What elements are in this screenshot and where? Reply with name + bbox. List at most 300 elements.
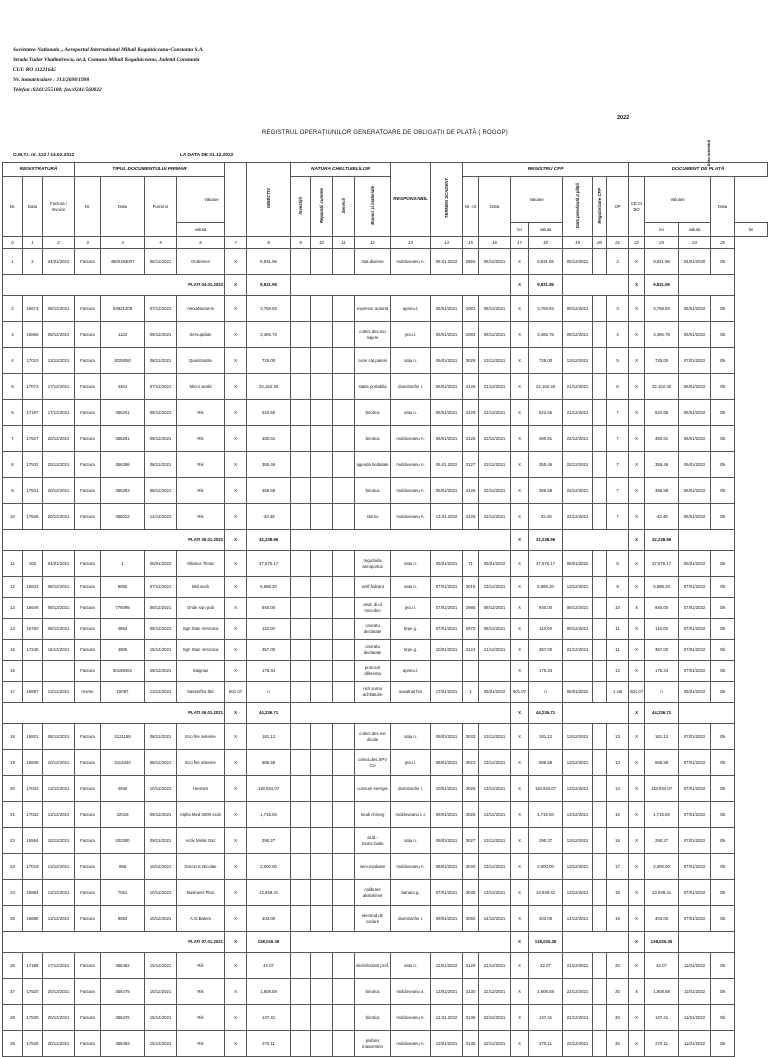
table-cell: 17/01/2021 bbox=[431, 682, 463, 703]
table-cell: X bbox=[629, 880, 645, 906]
table-cell: 357.00 bbox=[247, 640, 291, 661]
table-cell: 13/12/2021 bbox=[43, 802, 75, 828]
table-cell: 20/12/2021 bbox=[43, 504, 75, 530]
table-cell: 403.00 bbox=[247, 906, 291, 932]
table-cell bbox=[291, 828, 311, 854]
table-cell: X bbox=[511, 296, 529, 322]
table-cell: Factura bbox=[75, 322, 101, 348]
table-cell: 08/12/2021 bbox=[43, 296, 75, 322]
column-index-cell: 3 bbox=[75, 237, 101, 249]
column-index-cell: 12 bbox=[355, 237, 391, 249]
table-cell: 10/12/2021 bbox=[43, 750, 75, 776]
header-registru-cfp: REGISTRU CFP bbox=[463, 163, 629, 177]
table-cell: X bbox=[511, 750, 529, 776]
table-cell bbox=[593, 296, 607, 322]
table-cell: X bbox=[511, 640, 529, 661]
header-cfp-lei: lei bbox=[645, 223, 679, 237]
table-cell: 356283 bbox=[101, 478, 145, 504]
table-cell bbox=[333, 426, 355, 452]
payment-total-value: 138,026.35 bbox=[645, 932, 679, 953]
table-cell: 12 bbox=[3, 577, 23, 598]
table-cell bbox=[333, 979, 355, 1005]
table-row bbox=[3, 426, 768, 452]
table-cell: 16884 bbox=[23, 880, 43, 906]
table-cell: 522.65 bbox=[645, 400, 679, 426]
table-cell: 05/01/2022 bbox=[679, 682, 711, 703]
table-row bbox=[3, 802, 768, 828]
table-cell: 10/12/2021 bbox=[145, 776, 177, 802]
header-document-plata: DOCUMENT DE PLATĂ bbox=[629, 163, 768, 177]
table-cell: curie cat.pateni bbox=[355, 348, 391, 374]
table-cell bbox=[291, 750, 311, 776]
table-cell bbox=[593, 426, 607, 452]
table-row bbox=[3, 249, 768, 275]
table-cell: 3135 bbox=[463, 1031, 479, 1057]
payment-total-mark: X bbox=[511, 932, 529, 953]
table-cell: X bbox=[511, 348, 529, 374]
table-cell bbox=[593, 979, 607, 1005]
table-cell: moldoveanu A. bbox=[391, 426, 431, 452]
table-cell: 21/12/2021 bbox=[479, 640, 511, 661]
table-cell bbox=[593, 400, 607, 426]
table-cell bbox=[333, 828, 355, 854]
table-cell: 17246 bbox=[23, 640, 43, 661]
table-cell: Ok bbox=[711, 249, 735, 275]
table-cell: 08/12/2021 bbox=[563, 598, 593, 619]
table-cell: 3128 bbox=[463, 400, 479, 426]
table-cell: 22,162.40 bbox=[645, 374, 679, 400]
table-cell: 20 bbox=[607, 1031, 629, 1057]
table-cell: 13 bbox=[607, 724, 629, 750]
table-cell: 725.00 bbox=[645, 348, 679, 374]
table-cell: X bbox=[511, 1031, 529, 1057]
table-cell: X bbox=[225, 802, 247, 828]
table-cell: 290.27 bbox=[645, 828, 679, 854]
table-cell: 17010 bbox=[23, 348, 43, 374]
column-index-cell: 2 bbox=[43, 237, 75, 249]
table-cell: jecu l. bbox=[391, 750, 431, 776]
table-cell: 14/12/2021 bbox=[563, 906, 593, 932]
table-cell: Factura bbox=[75, 802, 101, 828]
table-row bbox=[3, 400, 768, 426]
table-cell: 17526 bbox=[23, 504, 43, 530]
table-cell bbox=[431, 661, 463, 682]
order-reference: O.M.T.I. nr. 122 / 14.02.2012 bbox=[13, 153, 75, 158]
table-cell bbox=[311, 854, 333, 880]
table-cell: 21/12/2021 bbox=[563, 400, 593, 426]
table-cell: 15/12/2021 bbox=[145, 1031, 177, 1057]
table-cell: 7 bbox=[607, 400, 629, 426]
table-cell: 137.41 bbox=[645, 1005, 679, 1031]
table-cell: Factura bbox=[75, 374, 101, 400]
table-row bbox=[3, 348, 768, 374]
table-cell: 13/12/2021 bbox=[563, 577, 593, 598]
table-cell: 15/12/2021 bbox=[145, 1005, 177, 1031]
table-cell: satu n. bbox=[391, 828, 431, 854]
table-cell: 06.01.2022 bbox=[431, 249, 463, 275]
table-cell: reguzivila aeroportus bbox=[355, 551, 391, 577]
table-cell: 9,831.96 bbox=[529, 249, 563, 275]
table-cell: n bbox=[247, 682, 291, 703]
table-cell: 05/01/2022 bbox=[479, 551, 511, 577]
table-cell bbox=[291, 249, 311, 275]
table-cell: 3027 bbox=[463, 828, 479, 854]
table-cell: 13/12/2021 bbox=[43, 682, 75, 703]
column-index-row bbox=[3, 237, 768, 249]
table-cell: moldoveanu A. bbox=[391, 1031, 431, 1057]
table-cell bbox=[593, 906, 607, 932]
payment-total-blank bbox=[679, 530, 735, 551]
table-cell bbox=[311, 348, 333, 374]
table-cell: 9 bbox=[607, 577, 629, 598]
payment-total-mark: X bbox=[225, 932, 247, 953]
table-cell: 13/12/2021 bbox=[479, 802, 511, 828]
table-cell: Ok bbox=[711, 640, 735, 661]
table-cell: 3126 bbox=[463, 478, 479, 504]
header-nr-crt: Nr. crt bbox=[463, 177, 479, 237]
table-cell: Factura bbox=[75, 348, 101, 374]
table-cell: X bbox=[225, 296, 247, 322]
table-cell: Ok bbox=[711, 577, 735, 598]
table-cell: X bbox=[225, 348, 247, 374]
table-cell: X bbox=[511, 854, 529, 880]
table-cell: 3,769.83 bbox=[645, 296, 679, 322]
table-cell bbox=[291, 724, 311, 750]
table-cell: Factura bbox=[75, 249, 101, 275]
company-phone: Telefon :0241/255100; fax:0241/560022 bbox=[13, 87, 102, 93]
table-cell: Rik bbox=[177, 1031, 225, 1057]
table-cell: 05/01/2021 bbox=[431, 478, 463, 504]
table-cell: 21/12/2021 bbox=[479, 400, 511, 426]
table-cell: 5 bbox=[3, 374, 23, 400]
table-cell: moldoveanu c.c bbox=[391, 802, 431, 828]
table-cell: 06/12/2021 bbox=[145, 249, 177, 275]
table-cell: satu n. bbox=[391, 953, 431, 979]
table-cell: 356476 bbox=[101, 1005, 145, 1031]
payment-total-label: PLATI 05.01.2022 bbox=[3, 530, 225, 551]
table-cell: Ok bbox=[711, 750, 735, 776]
table-cell: 17532 bbox=[23, 452, 43, 478]
table-cell bbox=[311, 504, 333, 530]
table-cell: 3030 bbox=[463, 854, 479, 880]
table-cell: 08/12/2021 bbox=[43, 619, 75, 640]
table-cell: moldoveanu A. bbox=[391, 478, 431, 504]
table-cell: Factura bbox=[75, 906, 101, 932]
table-cell: Factura bbox=[75, 750, 101, 776]
table-cell: 110.00 bbox=[247, 619, 291, 640]
table-cell: birotica bbox=[355, 979, 391, 1005]
table-cell: Rik bbox=[177, 400, 225, 426]
table-cell: 3025 bbox=[463, 802, 479, 828]
table-cell: moldoveanu A. bbox=[391, 504, 431, 530]
table-cell: 522.65 bbox=[529, 400, 563, 426]
table-cell: 586.58 bbox=[645, 750, 679, 776]
table-cell: 356201 bbox=[101, 400, 145, 426]
table-cell bbox=[311, 776, 333, 802]
table-cell: X bbox=[629, 979, 645, 1005]
table-cell: 2113340 bbox=[101, 750, 145, 776]
table-cell: X bbox=[629, 598, 645, 619]
table-row bbox=[3, 854, 768, 880]
table-cell: 13 bbox=[607, 750, 629, 776]
table-cell: X bbox=[629, 1031, 645, 1057]
table-cell: calibrare akslokmet bbox=[355, 880, 391, 906]
table-cell bbox=[291, 374, 311, 400]
report-date: LA DATA DE 31.12.2022 bbox=[180, 153, 234, 158]
table-cell: X bbox=[511, 979, 529, 1005]
table-cell: mudi chirurg bbox=[355, 802, 391, 828]
table-cell: 07/01/2022 bbox=[679, 619, 711, 640]
table-cell: Factura bbox=[75, 478, 101, 504]
table-cell: Factura bbox=[75, 854, 101, 880]
table-cell bbox=[333, 296, 355, 322]
table-cell: 3 bbox=[3, 322, 23, 348]
table-cell: 2081 bbox=[463, 296, 479, 322]
table-cell: X bbox=[225, 661, 247, 682]
table-cell: 17527 bbox=[23, 426, 43, 452]
table-cell: 08/12/2021 bbox=[145, 348, 177, 374]
table-cell: X bbox=[225, 577, 247, 598]
table-cell: 08/01/2021 bbox=[431, 750, 463, 776]
table-cell: Ok bbox=[711, 828, 735, 854]
table-cell: 28/12/2021 bbox=[145, 661, 177, 682]
table-cell: 3126 bbox=[463, 504, 479, 530]
table-cell: 20/12/2021 bbox=[43, 1031, 75, 1057]
header-natura-cheltuielilor: NATURA CHELTUIELILOR bbox=[291, 163, 391, 177]
table-cell: agenda tiedatate bbox=[355, 452, 391, 478]
table-cell: 16866 bbox=[23, 322, 43, 348]
table-cell: Eco fire sisteme bbox=[177, 724, 225, 750]
table-cell: X bbox=[629, 504, 645, 530]
table-cell: 480.81 bbox=[247, 426, 291, 452]
table-cell: 1,715.60 bbox=[529, 802, 563, 828]
table-cell: 3127 bbox=[463, 452, 479, 478]
table-cell: 07/01/2021 bbox=[431, 619, 463, 640]
table-cell: AlexaNumeris bbox=[177, 296, 225, 322]
table-cell: 1,808.58 bbox=[645, 979, 679, 1005]
table-cell bbox=[291, 504, 311, 530]
table-cell: 08/12/2021 bbox=[43, 724, 75, 750]
table-cell: 13/12/2021 bbox=[563, 854, 593, 880]
table-cell: 10 bbox=[3, 504, 23, 530]
table-cell: Ok bbox=[711, 619, 735, 640]
table-cell: 06/01/2021 bbox=[431, 426, 463, 452]
payment-total-mark: X bbox=[629, 932, 645, 953]
table-cell: 2 bbox=[607, 249, 629, 275]
table-row bbox=[3, 776, 768, 802]
table-cell: 4863 bbox=[101, 619, 145, 640]
table-cell bbox=[291, 661, 311, 682]
table-cell: 357.00 bbox=[529, 640, 563, 661]
table-cell: 08/12/2021 bbox=[145, 724, 177, 750]
payment-total-blank bbox=[291, 703, 511, 724]
table-cell: 10/12/2021 bbox=[145, 906, 177, 932]
column-index-cell: 15 bbox=[463, 237, 479, 249]
table-cell: Factura bbox=[75, 577, 101, 598]
table-cell: 2894 bbox=[463, 249, 479, 275]
column-index-cell: 25 bbox=[711, 237, 735, 249]
table-cell: X bbox=[225, 619, 247, 640]
table-cell: 15/12/2021 bbox=[145, 640, 177, 661]
table-cell: satu n. bbox=[391, 348, 431, 374]
table-row bbox=[3, 619, 768, 640]
table-cell: dumitrache I. bbox=[391, 374, 431, 400]
table-cell: X bbox=[629, 750, 645, 776]
table-cell: 2083 bbox=[463, 322, 479, 348]
table-cell: 110.00 bbox=[529, 619, 563, 640]
column-index-cell: 9 bbox=[291, 237, 311, 249]
table-cell: Ok bbox=[711, 776, 735, 802]
table-cell: X bbox=[629, 426, 645, 452]
table-cell: X bbox=[511, 452, 529, 478]
table-cell: Factura bbox=[75, 776, 101, 802]
table-cell: 07/01/2022 bbox=[679, 348, 711, 374]
table-cell: 06/01/2022 bbox=[679, 374, 711, 400]
table-cell: Factura bbox=[75, 619, 101, 640]
payment-total-value: 32,238.96 bbox=[645, 530, 679, 551]
table-cell: 1134 bbox=[101, 322, 145, 348]
table-cell: 42.07 bbox=[645, 953, 679, 979]
column-index-cell: 20 bbox=[593, 237, 607, 249]
table-cell: dumitrache I. bbox=[391, 776, 431, 802]
table-cell bbox=[333, 598, 355, 619]
table-cell: 09/12/2021 bbox=[563, 322, 593, 348]
table-cell: X bbox=[225, 979, 247, 1005]
header-nr: Nr. bbox=[3, 177, 23, 237]
table-cell: 3026 bbox=[463, 776, 479, 802]
payment-total-blank bbox=[679, 703, 735, 724]
table-row bbox=[3, 828, 768, 854]
table-cell bbox=[333, 854, 355, 880]
table-cell: 07/01/2022 bbox=[679, 776, 711, 802]
table-cell: Factura bbox=[75, 400, 101, 426]
table-cell: 07/01/2022 bbox=[679, 880, 711, 906]
table-cell: 16760 bbox=[23, 619, 43, 640]
table-cell bbox=[311, 322, 333, 348]
table-cell: 2985 bbox=[463, 598, 479, 619]
column-index-cell: 8 bbox=[247, 237, 291, 249]
table-cell: Factura bbox=[75, 1031, 101, 1057]
table-cell bbox=[291, 551, 311, 577]
table-cell: 07/12/2021 bbox=[145, 374, 177, 400]
table-cell: 1 val bbox=[607, 682, 629, 703]
table-cell: 11 bbox=[607, 619, 629, 640]
table-cell: Activ Metal Gaz bbox=[177, 828, 225, 854]
table-cell: 5,688.20 bbox=[529, 577, 563, 598]
table-cell: 3035 bbox=[463, 880, 479, 906]
table-cell: 04/01/2021 bbox=[43, 551, 75, 577]
table-cell: X bbox=[225, 249, 247, 275]
table-cell bbox=[311, 1031, 333, 1057]
table-cell: 356.68 bbox=[247, 478, 291, 504]
table-cell: 07/01/2022 bbox=[679, 828, 711, 854]
table-cell: 06/01/2021 bbox=[431, 374, 463, 400]
table-cell: 17 bbox=[3, 682, 23, 703]
table-cell: 3126 bbox=[463, 374, 479, 400]
table-cell bbox=[311, 452, 333, 478]
payment-total-mark: X bbox=[225, 530, 247, 551]
payment-total-mark: X bbox=[511, 275, 529, 296]
table-cell bbox=[593, 619, 607, 640]
table-cell bbox=[333, 724, 355, 750]
table-cell: Factura bbox=[75, 1005, 101, 1031]
column-index-cell: 18 bbox=[529, 237, 563, 249]
payment-total-blank bbox=[679, 275, 735, 296]
table-cell: 22/12/2021 bbox=[563, 504, 593, 530]
table-cell: Eco fire sisteme bbox=[177, 750, 225, 776]
table-cell: pixfans maxxenten bbox=[355, 1031, 391, 1057]
table-cell: 118,934.07 bbox=[247, 776, 291, 802]
table-cell: 137.41 bbox=[247, 1005, 291, 1031]
table-cell bbox=[593, 374, 607, 400]
table-cell: X bbox=[225, 640, 247, 661]
table-cell: 20 bbox=[607, 953, 629, 979]
payment-total-label: PLATI 07.01.2021 bbox=[3, 932, 225, 953]
table-cell bbox=[311, 802, 333, 828]
table-cell: X bbox=[629, 374, 645, 400]
table-cell bbox=[291, 400, 311, 426]
column-index-cell: 11 bbox=[333, 237, 355, 249]
table-cell: banaru g. bbox=[391, 880, 431, 906]
table-cell: 08/12/2021 bbox=[43, 577, 75, 598]
table-cell: 16821 bbox=[23, 724, 43, 750]
table-cell: X bbox=[511, 619, 529, 640]
header-servicii: Servicii bbox=[340, 197, 346, 214]
table-cell: tirpe g. bbox=[391, 640, 431, 661]
table-cell: X bbox=[629, 348, 645, 374]
table-cell: 08/01/2021 bbox=[431, 854, 463, 880]
table-cell bbox=[333, 802, 355, 828]
table-cell bbox=[593, 1005, 607, 1031]
table-cell: 19 bbox=[607, 906, 629, 932]
table-cell: 10 bbox=[607, 598, 629, 619]
table-cell bbox=[311, 619, 333, 640]
table-cell: X bbox=[629, 400, 645, 426]
table-cell: 13/12/2021 bbox=[479, 348, 511, 374]
table-cell: consum energie bbox=[355, 776, 391, 802]
table-cell: 13/12/2021 bbox=[479, 854, 511, 880]
table-cell: 776095 bbox=[101, 598, 145, 619]
table-cell: 20 bbox=[607, 1005, 629, 1031]
table-cell: 17072 bbox=[23, 374, 43, 400]
table-cell bbox=[311, 906, 333, 932]
table-cell: Ok bbox=[711, 802, 735, 828]
table-cell: 3 bbox=[607, 296, 629, 322]
table-cell: 13,949.41 bbox=[529, 880, 563, 906]
table-cell bbox=[291, 776, 311, 802]
table-cell bbox=[291, 426, 311, 452]
table-cell: 356475 bbox=[101, 979, 145, 1005]
table-cell: tirpe g. bbox=[391, 619, 431, 640]
table-cell: 09/12/2021 bbox=[145, 828, 177, 854]
header-cec: CE CI BO bbox=[629, 177, 645, 237]
payment-total-mark: X bbox=[511, 703, 529, 724]
table-cell: 940.00 bbox=[645, 598, 679, 619]
table-cell: rezi suma achitatuire bbox=[355, 682, 391, 703]
column-index-cell: 14 bbox=[431, 237, 463, 249]
table-cell: 3023 bbox=[463, 750, 479, 776]
table-cell: 110.00 bbox=[645, 619, 679, 640]
header-cfp-data: Data bbox=[479, 177, 511, 237]
table-cell: 19 bbox=[3, 750, 23, 776]
table-cell: 20/12/2021 bbox=[43, 1005, 75, 1031]
table-cell: 16/12/2021 bbox=[43, 640, 75, 661]
table-cell: 37,576.17 bbox=[247, 551, 291, 577]
table-cell: n bbox=[645, 682, 679, 703]
table-cell: 1,715.60 bbox=[645, 802, 679, 828]
table-cell: 08/12/2021 bbox=[145, 426, 177, 452]
table-cell: 22/12/2021 bbox=[563, 452, 593, 478]
